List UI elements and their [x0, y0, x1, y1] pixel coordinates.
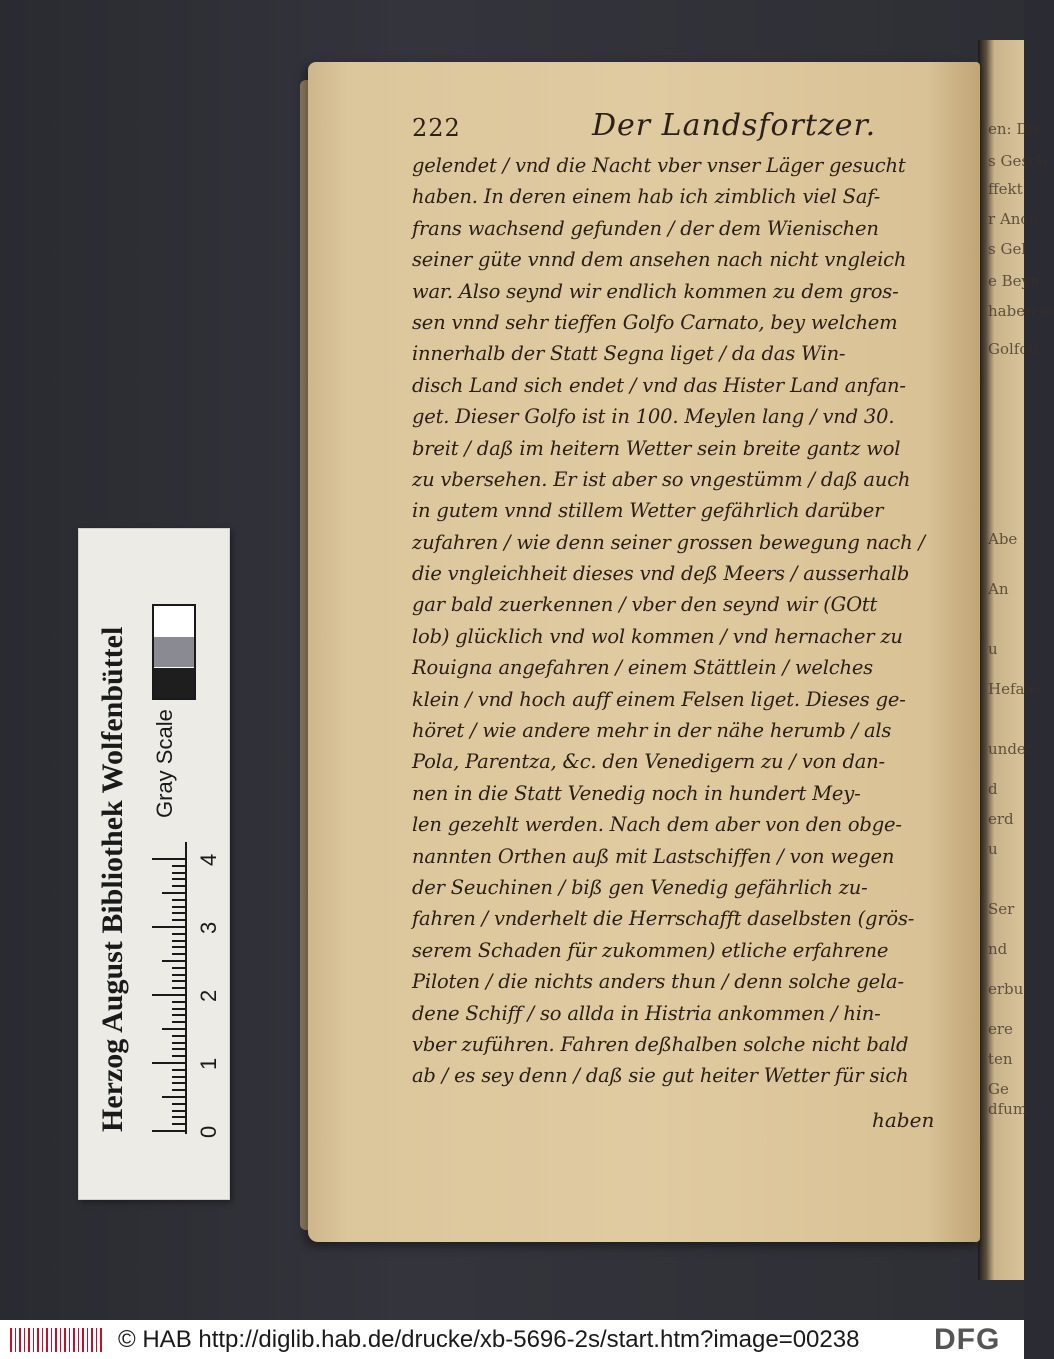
- ruler-tick: [172, 1076, 186, 1078]
- page-header: [412, 108, 942, 148]
- ruler-tick: [172, 1082, 186, 1084]
- text-line: nen in die Statt Venedig noch in hundert Mey-: [412, 781, 861, 805]
- running-title: Der Landsfortzer.: [592, 108, 877, 143]
- ruler-tick: [172, 1103, 186, 1105]
- ruler-tick: [172, 1069, 186, 1071]
- ruler-number: 4: [196, 853, 221, 866]
- ruler-tick: [152, 1062, 186, 1064]
- text-line: breit / daß im heitern Wetter sein breite gantz wol: [412, 436, 901, 460]
- ruler-tick: [152, 858, 186, 860]
- adjacent-page-text: haben m: [988, 302, 1054, 320]
- adjacent-page-text: e Beyh: [988, 272, 1040, 290]
- text-line: nannten Orthen auß mit Lastschiffen / von wegen: [412, 844, 895, 868]
- adjacent-page-text: Hefale: [988, 680, 1039, 698]
- ruler-tick: [172, 1089, 186, 1091]
- ruler-tick: [172, 912, 186, 914]
- ruler-number: 1: [196, 1057, 221, 1070]
- ruler-tick: [172, 885, 186, 887]
- text-line: vber zuführen. Fahren deßhalben solche nicht bald: [412, 1032, 909, 1056]
- ruler-tick: [172, 1014, 186, 1016]
- footer-bar: [0, 1320, 1024, 1359]
- adjacent-page-text: en: Die: [988, 120, 1043, 138]
- text-line: zufahren / wie denn seiner grossen bewegung nach /: [412, 530, 925, 554]
- adjacent-page-text: ere: [988, 1020, 1013, 1038]
- ruler-tick: [172, 1055, 186, 1057]
- text-line: len gezehlt werden. Nach dem aber von den obge-: [412, 813, 902, 837]
- ruler-tick: [172, 953, 186, 955]
- text-line: in gutem vnnd stillem Wetter gefährlich darüber: [412, 499, 884, 523]
- ruler-tick: [172, 940, 186, 942]
- ruler-tick: [162, 960, 186, 962]
- ruler-tick: [172, 1042, 186, 1044]
- text-line: gelendet / vnd die Nacht vber vnser Läger gesucht: [412, 154, 906, 177]
- ruler-tick: [172, 933, 186, 935]
- text-line: Pola, Parentza, &c. den Venedigern zu / von dan-: [412, 750, 885, 774]
- adjacent-page-text: u: [988, 840, 998, 858]
- text-line: get. Dieser Golfo ist in 100. Meylen lang / vnd 30.: [412, 405, 895, 429]
- ruler-tick: [152, 1130, 186, 1132]
- text-line: gar bald zuerkennen / vber den seynd wir (GOtt: [412, 593, 878, 617]
- ruler-tick: [152, 994, 186, 996]
- ruler-tick: [172, 946, 186, 948]
- adjacent-page-text: u: [988, 640, 998, 658]
- text-line: fahren / vnderhelt die Herrschafft daselbsten (grös-: [412, 907, 915, 931]
- adjacent-page-text: r Ancu: [988, 210, 1039, 228]
- ruler-tick: [172, 1001, 186, 1003]
- ruler-tick: [172, 1021, 186, 1023]
- text-line: sen vnnd sehr tieffen Golfo Carnato, bey welchem: [412, 310, 898, 334]
- ruler-tick: [172, 899, 186, 901]
- ruler-tick: [172, 1035, 186, 1037]
- gray-swatch: [154, 637, 194, 667]
- adjacent-page-text: erbu: [988, 980, 1024, 998]
- page-number: 222: [412, 114, 461, 142]
- text-line: dene Schiff / so allda in Histria ankommen / hin-: [412, 1001, 881, 1025]
- dfg-logo: DFG: [934, 1323, 1001, 1356]
- copyright-link[interactable]: © HAB http://diglib.hab.de/drucke/xb-5696-2s/start.htm?image=00238: [118, 1326, 860, 1353]
- text-line: lob) glücklich vnd wol kommen / vnd hernacher zu: [412, 624, 903, 648]
- ruler-tick: [162, 1028, 186, 1030]
- adjacent-page-text: Ge: [988, 1080, 1009, 1098]
- ruler-tick: [152, 926, 186, 928]
- text-line: disch Land sich endet / vnd das Hister Land anfan-: [412, 373, 906, 397]
- ruler-tick: [162, 1096, 186, 1098]
- gray-swatches: [152, 604, 196, 700]
- gray-swatch: [154, 668, 194, 698]
- ruler-tick: [172, 1008, 186, 1010]
- ruler-tick: [172, 1116, 186, 1118]
- text-line: die vngleichheit dieses vnd deß Meers / ausserhalb: [412, 562, 910, 586]
- adjacent-page-text: ten: [988, 1050, 1013, 1068]
- body-text: [412, 150, 942, 1092]
- barcode-icon: [10, 1328, 102, 1352]
- ruler-tick: [172, 967, 186, 969]
- ruler-number: 2: [196, 989, 221, 1002]
- ruler-tick: [172, 980, 186, 982]
- adjacent-page-text: dfum: [988, 1100, 1028, 1118]
- adjacent-page-edge: [978, 40, 1054, 1280]
- text-line: war. Also seynd wir endlich kommen zu dem gros-: [412, 279, 899, 303]
- text-line: höret / wie andere mehr in der nähe herumb / als: [412, 719, 892, 743]
- gray-scale-label: Gray Scale: [152, 709, 177, 818]
- ruler-tick: [172, 1123, 186, 1125]
- adjacent-page-text: s Gesch: [988, 152, 1048, 170]
- text-line: zu vbersehen. Er ist aber so vngestümm / daß auch: [412, 467, 911, 491]
- adjacent-page-text: nd: [988, 940, 1008, 958]
- card-title: Herzog August Bibliothek Wolfenbüttel: [96, 626, 129, 1132]
- adjacent-page-text: Ser: [988, 900, 1015, 918]
- catchword: haben: [872, 1108, 935, 1132]
- adjacent-page-text: Abe: [988, 530, 1018, 548]
- ruler-tick: [172, 1048, 186, 1050]
- text-line: frans wachsend gefunden / der dem Wienischen: [412, 216, 879, 240]
- text-line: Piloten / die nichts anders thun / denn solche gela-: [412, 970, 904, 994]
- ruler-tick: [172, 987, 186, 989]
- ruler-tick: [172, 1110, 186, 1112]
- ruler-tick: [162, 892, 186, 894]
- ruler-tick: [172, 878, 186, 880]
- text-line: haben. In deren einem hab ich zimblich viel Saf-: [412, 185, 880, 209]
- adjacent-page-text: d: [988, 780, 998, 798]
- adjacent-page-text: s Gel: [988, 240, 1027, 258]
- ruler-number: 0: [196, 1125, 221, 1138]
- text-line: Rouigna angefahren / einem Stättlein / welches: [412, 656, 873, 680]
- ruler-tick: [172, 872, 186, 874]
- adjacent-page-text: ffekt: [988, 180, 1023, 198]
- ruler-tick: [172, 906, 186, 908]
- text-line: ab / es sey denn / daß sie gut heiter Wetter für sich: [412, 1064, 909, 1088]
- adjacent-page-text: An: [988, 580, 1009, 598]
- text-line: innerhalb der Statt Segna liget / da das Win-: [412, 342, 846, 366]
- text-line: seiner güte vnnd dem ansehen nach nicht vngleich: [412, 248, 907, 272]
- adjacent-page-text: Golfon: [988, 340, 1039, 358]
- ruler-number: 3: [196, 921, 221, 934]
- adjacent-page-text: erd: [988, 810, 1014, 828]
- gray-swatch: [154, 606, 194, 636]
- text-line: serem Schaden für zukommen) etliche erfahrene: [412, 938, 889, 962]
- ruler-tick: [172, 919, 186, 921]
- text-line: klein / vnd hoch auff einem Felsen liget. Dieses ge-: [412, 687, 906, 711]
- adjacent-page-text: under: [988, 740, 1033, 758]
- ruler-tick: [172, 865, 186, 867]
- ruler-tick: [172, 974, 186, 976]
- text-line: der Seuchinen / biß gen Venedig gefährlich zu-: [412, 875, 868, 899]
